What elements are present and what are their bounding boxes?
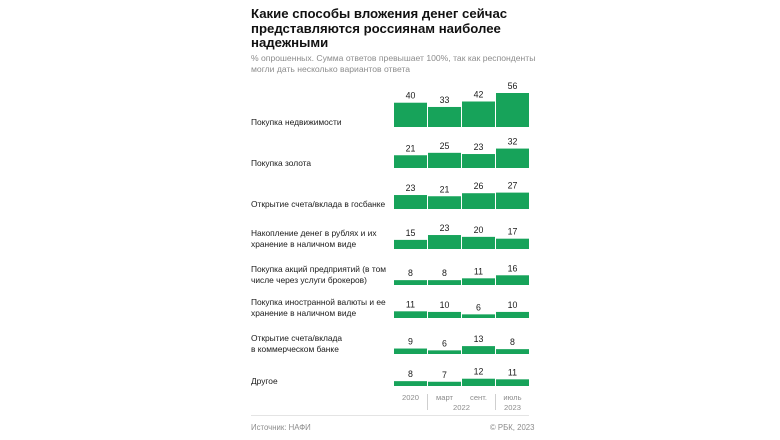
footer-divider [251, 415, 529, 416]
x-tick-label: июль [503, 393, 522, 402]
row-label: числе через услуги брокеров) [251, 275, 367, 285]
value-label: 8 [442, 268, 447, 279]
x-tick-label: 2020 [402, 393, 419, 402]
value-label: 11 [507, 367, 518, 378]
value-label: 11 [405, 299, 416, 310]
row-label: Покупка иностранной валюты и ее [251, 297, 386, 307]
row-label: Накопление денег в рублях и их [251, 228, 377, 238]
bar [462, 154, 495, 168]
row-label: Другое [251, 376, 278, 386]
bar [394, 349, 427, 354]
value-label: 40 [405, 90, 416, 101]
bar [496, 379, 529, 386]
value-label: 26 [473, 181, 484, 192]
value-label: 13 [473, 334, 484, 345]
value-label: 7 [442, 369, 447, 380]
bar [496, 93, 529, 127]
bar [462, 102, 495, 128]
bar [496, 239, 529, 249]
row-label: Покупка золота [251, 158, 312, 168]
copyright-note: © РБК, 2023 [490, 423, 535, 432]
value-label: 16 [507, 263, 518, 274]
bar [462, 379, 495, 386]
bar [428, 280, 461, 285]
bar [394, 280, 427, 285]
value-label: 27 [507, 180, 518, 191]
bar [462, 346, 495, 354]
value-label: 23 [405, 183, 416, 194]
bar [428, 235, 461, 249]
bar [428, 107, 461, 127]
bar [462, 193, 495, 209]
bar [428, 312, 461, 318]
bar [496, 275, 529, 285]
bar [462, 314, 495, 318]
bar [496, 349, 529, 354]
bar [394, 381, 427, 386]
value-label: 8 [510, 337, 515, 348]
chart-subtitle: % опрошенных. Сумма ответов превышает 100%, так как респонденты могли дать несколько вариантов ответа [251, 53, 536, 74]
source-note: Источник: НАФИ [251, 423, 311, 432]
bar [428, 153, 461, 168]
row-label: в коммерческом банке [251, 344, 339, 354]
bar [462, 278, 495, 285]
value-label: 42 [473, 89, 484, 100]
bar [496, 193, 529, 209]
row-label: хранение в наличном виде [251, 308, 357, 318]
bar [394, 103, 427, 127]
value-label: 23 [473, 142, 484, 153]
bar [428, 196, 461, 209]
value-label: 6 [476, 302, 481, 313]
value-label: 23 [439, 223, 450, 234]
row-label: Открытие счета/вклада [251, 333, 343, 343]
chart-title: Какие способы вложения денег сейчас представляются россиянам наиболее надежными [251, 6, 508, 50]
value-label: 8 [408, 268, 413, 279]
row-label: Открытие счета/вклада в госбанке [251, 199, 386, 209]
value-label: 25 [439, 140, 450, 151]
value-label: 20 [473, 224, 484, 235]
x-tick-label: сент. [470, 393, 487, 402]
value-label: 8 [408, 369, 413, 380]
row-label: Покупка акций предприятий (в том [251, 264, 386, 274]
value-label: 33 [439, 94, 450, 105]
bar [496, 312, 529, 318]
x-tick-label: 2023 [504, 403, 521, 412]
value-label: 12 [473, 366, 484, 377]
value-label: 11 [473, 266, 484, 277]
bar [394, 195, 427, 209]
value-label: 10 [439, 299, 450, 310]
value-label: 17 [507, 226, 518, 237]
row-label: Покупка недвижимости [251, 117, 342, 127]
row-label: хранение в наличном виде [251, 239, 357, 249]
bar [394, 155, 427, 168]
bar [394, 240, 427, 249]
value-label: 6 [442, 338, 447, 349]
value-label: 21 [439, 184, 450, 195]
bar [428, 382, 461, 386]
x-group-label: 2022 [453, 403, 470, 412]
value-label: 21 [405, 143, 416, 154]
x-tick-label: март [436, 393, 453, 402]
value-label: 9 [408, 336, 413, 347]
value-label: 15 [405, 227, 416, 238]
bar [462, 237, 495, 249]
value-label: 56 [507, 81, 518, 91]
value-label: 32 [507, 136, 518, 147]
value-label: 10 [507, 299, 518, 310]
bar [394, 311, 427, 318]
bar [428, 350, 461, 354]
bar [496, 149, 529, 168]
